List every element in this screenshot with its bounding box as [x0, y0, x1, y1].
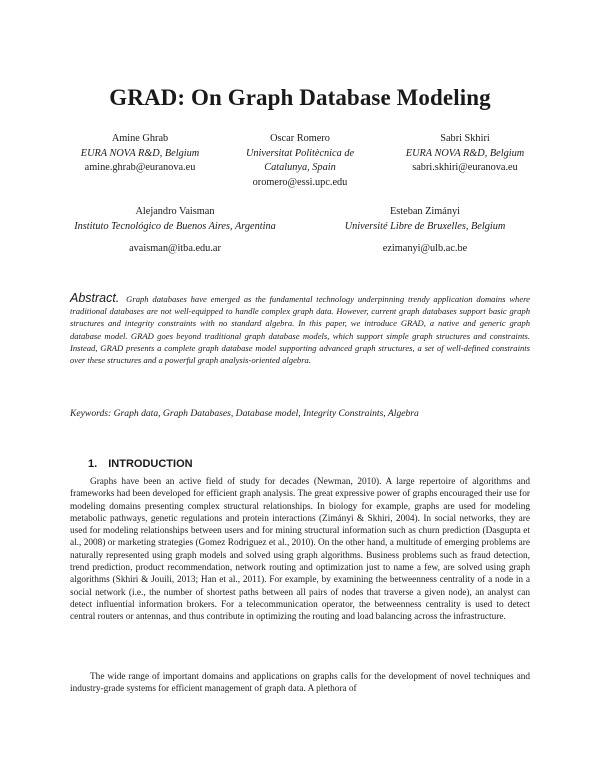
- section-number: 1.: [88, 458, 98, 470]
- author-email: ezimanyi@ulb.ac.be: [382, 243, 468, 255]
- keywords: Keywords: Graph data, Graph Databases, Database model, Integrity Constraints, Algebra: [70, 408, 419, 419]
- author-name: Amine Ghrab: [111, 133, 169, 144]
- paragraph-text: Graphs have been an active field of study for decades (Newman, 2010). A large repertoire of algorithms and frameworks had been developed for efficient graph analysis. The great expressive power of graphs encouraged their use for modeling domains presenting complex structural relationships. In biology for example, graphs are used for modeling metabolic pathways, genetic regulations and protein interactions (Zimányi & Skhiri, 2004). In social networks, they are used for modeling relationships between users and for mining structural information such as churn prediction (Dasgupta et al., 2008) or marketing strategies (Gomez Rodriguez et al., 2010). On the other hand, a multitude of emerging problems are naturally represented using graph models and solved using graph algorithms. Business problems such as fraud detection, trend prediction, product recommendation, network routing and optimization just to name a few, are solved using graph algorithms (Skhiri & Jouili, 2013; Han et al., 2011). For example, by examining the betweenness centrality of a node in a social network (i.e., the number of shortest paths between all pairs of nodes that traverse a given node), an analyst can detect influential information brokers. For a telecommunication operator, the betweenness centrality is used to detect central routers or antennas, and thus contribute in optimizing the routing and load balancing across the infrastructure.: [70, 477, 530, 623]
- author-block: [320, 205, 530, 257]
- section-title: INTRODUCTION: [108, 458, 193, 470]
- paragraph-text: The wide range of important domains and applications on graphs calls for the development of novel techniques and industry-grade systems for efficient management of graph data. A plethora of: [70, 672, 530, 695]
- author-affiliation: EURA NOVA R&D, Belgium: [405, 147, 525, 159]
- abstract-text: Graph databases have emerged as the fundamental technology underpinning trendy application domains where traditional databases are not well-equipped to handle complex graph data. However, current graph databases support basic graph structures and integrity constraints with no standard algebra. In this paper, we introduce GRAD, a native and generic graph database model. GRAD goes beyond traditional graph database models, which support simple graph structures and constraints. Instead, GRAD presents a complete graph database model supporting advanced graph structures, a set of well-defined constraints over these structures and a powerful graph analysis-oriented algebra.: [70, 294, 530, 366]
- author-name: Alejandro Vaisman: [135, 206, 215, 217]
- abstract-label: Abstract.: [70, 291, 120, 305]
- author-block: [65, 205, 285, 257]
- paper-title: GRAD: On Graph Database Modeling: [109, 85, 491, 110]
- author-affiliation: EURA NOVA R&D, Belgium: [80, 147, 200, 159]
- body-paragraph: [70, 476, 530, 624]
- author-affiliation: Instituto Tecnológico de Buenos Aires, Argentina: [74, 220, 276, 232]
- abstract: [70, 292, 530, 366]
- author-affiliation: Universitat Politècnica de Catalunya, Spain: [245, 147, 355, 174]
- author-name: Oscar Romero: [270, 133, 330, 144]
- author-block: [387, 132, 543, 176]
- author-email: avaisman@itba.edu.ar: [129, 243, 221, 255]
- author-name: Esteban Zimányi: [389, 206, 461, 217]
- author-email: sabri.skhiri@euranova.eu: [412, 162, 518, 174]
- author-email: oromero@essi.upc.edu: [252, 176, 348, 188]
- body-paragraph: [70, 671, 530, 696]
- author-block: [62, 132, 218, 176]
- author-name: Sabri Skhiri: [440, 133, 490, 144]
- author-email: amine.ghrab@euranova.eu: [84, 162, 196, 174]
- author-block: [222, 132, 378, 190]
- author-affiliation: Université Libre de Bruxelles, Belgium: [344, 220, 506, 232]
- section-heading: [88, 458, 193, 470]
